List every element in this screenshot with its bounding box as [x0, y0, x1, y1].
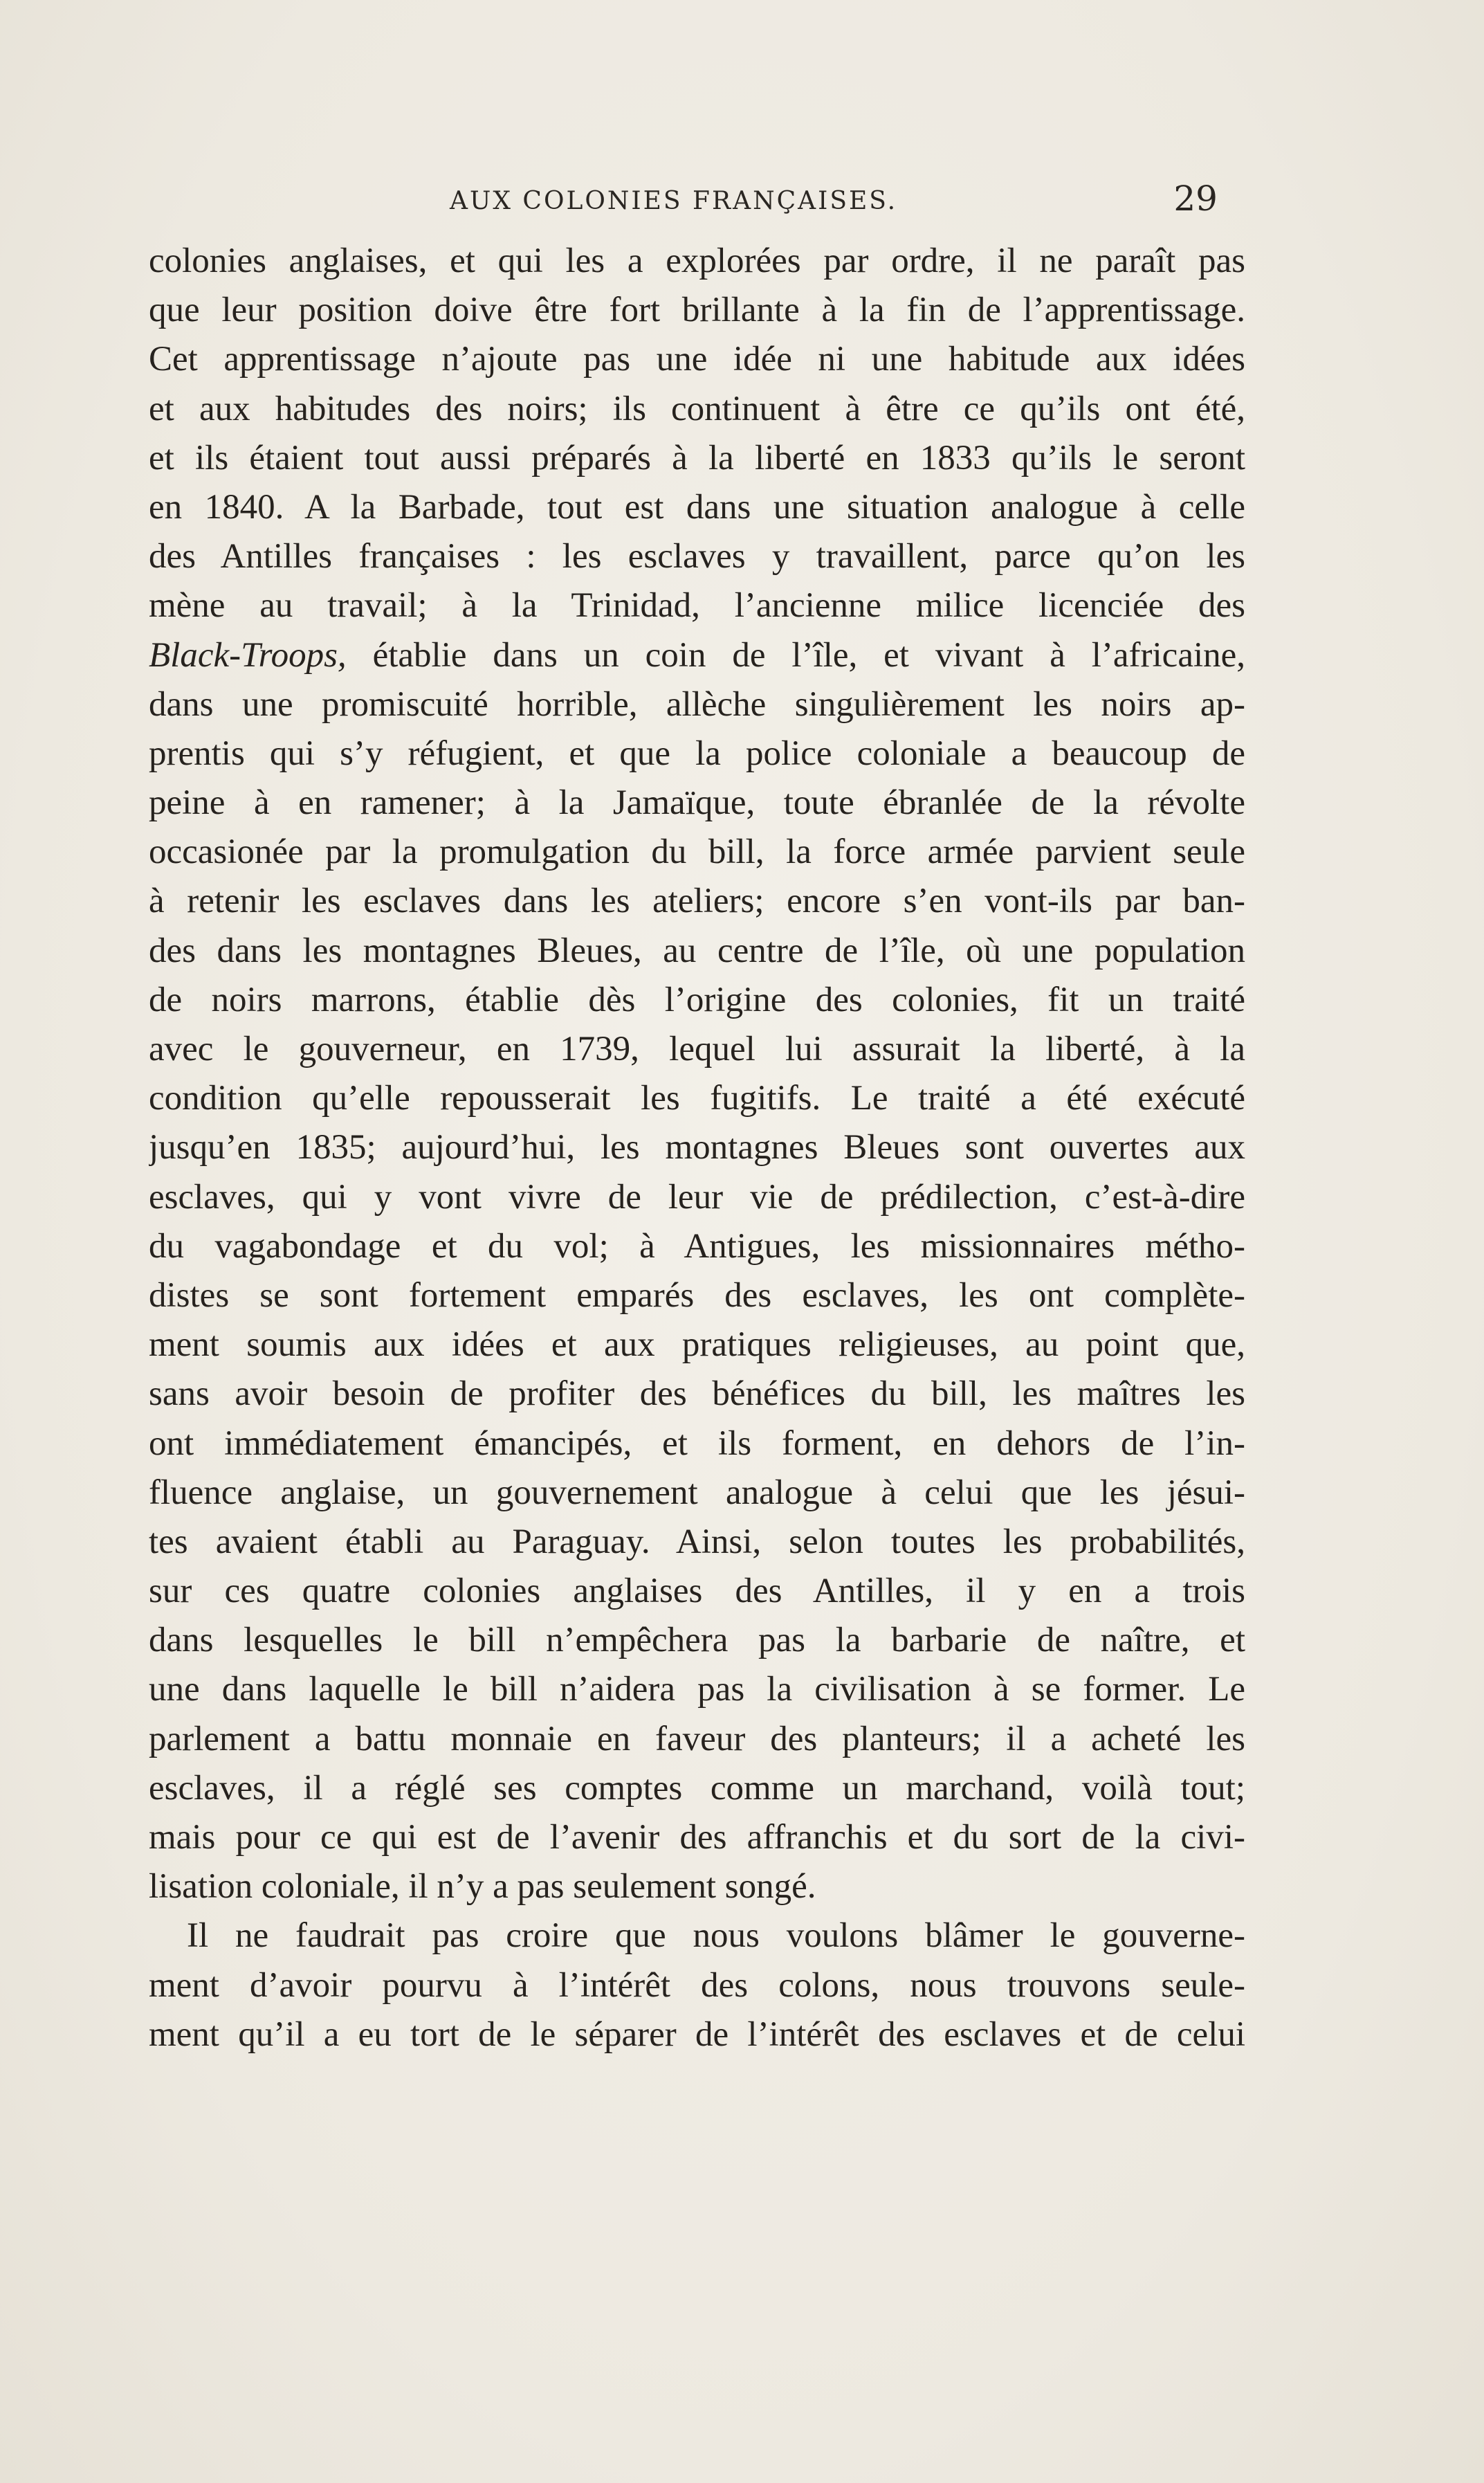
- text-line: prentis qui s’y réfugient, et que la police coloniale a beaucoup de: [149, 734, 1245, 773]
- body-text: [149, 237, 1245, 2059]
- text-line: ment soumis aux idées et aux pratiques religieuses, au point que,: [149, 1325, 1245, 1365]
- text-line: du vagabondage et du vol; à Antigues, les missionnaires métho-: [149, 1226, 1245, 1266]
- text-line: colonies anglaises, et qui les a explorées par ordre, il ne paraît pas: [149, 242, 1245, 280]
- text-line: mène au travail; à la Trinidad, l’ancienne milice licenciée des: [149, 586, 1245, 626]
- text-line: en 1840. A la Barbade, tout est dans une situation analogue à celle: [149, 487, 1245, 527]
- page-number: 29: [1173, 179, 1218, 219]
- text-line: des Antilles françaises : les esclaves y travaillent, parce qu’on les: [149, 537, 1245, 576]
- text-line-rest: établie dans un coin de l’île, et vivant à l’africaine,: [372, 635, 1245, 675]
- text-line: esclaves, il a réglé ses comptes comme un marchand, voilà tout;: [149, 1768, 1245, 1808]
- text-line: peine à en ramener; à la Jamaïque, toute ébranlée de la révolte: [149, 783, 1245, 823]
- text-line: tes avaient établi au Paraguay. Ainsi, selon toutes les probabilités,: [149, 1522, 1245, 1561]
- text-line: sans avoir besoin de profiter des bénéfices du bill, les maîtres les: [149, 1374, 1245, 1414]
- text-line: une dans laquelle le bill n’aidera pas la civilisation à se former. Le: [149, 1670, 1245, 1709]
- running-title: AUX COLONIES FRANÇAISES.: [450, 187, 898, 215]
- text-line: condition qu’elle repousserait les fugitifs. Le traité a été exécuté: [149, 1079, 1245, 1118]
- text-line: que leur position doive être fort brillante à la fin de l’apprentissage.: [149, 291, 1245, 330]
- text-line: distes se sont fortement emparés des esclaves, les ont complète-: [149, 1275, 1245, 1315]
- text-line: mais pour ce qui est de l’avenir des affranchis et du sort de la civi-: [149, 1818, 1245, 1857]
- text-line: esclaves, qui y vont vivre de leur vie de prédilection, c’est-à-dire: [149, 1177, 1245, 1217]
- text-line: dans lesquelles le bill n’empêchera pas la barbarie de naître, et: [149, 1621, 1245, 1660]
- italic-phrase: Black-Troops,: [149, 635, 347, 675]
- text-line: jusqu’en 1835; aujourd’hui, les montagnes Bleues sont ouvertes aux: [149, 1128, 1245, 1167]
- text-line: ment qu’il a eu tort de le séparer de l’intérêt des esclaves et de celui: [149, 2014, 1245, 2054]
- text-line: de noirs marrons, établie dès l’origine des colonies, fit un traité: [149, 980, 1245, 1019]
- text-line: ont immédiatement émancipés, et ils forment, en dehors de l’in-: [149, 1424, 1245, 1463]
- text-line: à retenir les esclaves dans les ateliers; encore s’en vont-ils par ban-: [149, 882, 1245, 921]
- text-line: occasionée par la promulgation du bill, la force armée parvient seule: [149, 833, 1245, 872]
- running-head: [149, 179, 1218, 227]
- text-line-with-italic: [149, 631, 1245, 680]
- text-line: ment d’avoir pourvu à l’intérêt des colons, nous trouvons seule-: [149, 1965, 1245, 2005]
- text-line: avec le gouverneur, en 1739, lequel lui assurait la liberté, à la: [149, 1030, 1245, 1068]
- text-line: des dans les montagnes Bleues, au centre de l’île, où une population: [149, 931, 1245, 970]
- text-line: sur ces quatre colonies anglaises des Antilles, il y en a trois: [149, 1572, 1245, 1611]
- text-line: parlement a battu monnaie en faveur des planteurs; il a acheté les: [149, 1719, 1245, 1758]
- text-line: Cet apprentissage n’ajoute pas une idée ni une habitude aux idées: [149, 340, 1245, 379]
- paragraph-end-line: lisation coloniale, il n’y a pas seulement songé.: [149, 1867, 816, 1907]
- text-line: et aux habitudes des noirs; ils continuent à être ce qu’ils ont été,: [149, 389, 1245, 428]
- text-line: et ils étaient tout aussi préparés à la liberté en 1833 qu’ils le seront: [149, 438, 1245, 478]
- paragraph-start-line: Il ne faudrait pas croire que nous voulons blâmer le gouverne-: [187, 1916, 1245, 1956]
- text-line: fluence anglaise, un gouvernement analogue à celui que les jésui-: [149, 1473, 1245, 1512]
- text-line: dans une promiscuité horrible, allèche singulièrement les noirs ap-: [149, 684, 1245, 724]
